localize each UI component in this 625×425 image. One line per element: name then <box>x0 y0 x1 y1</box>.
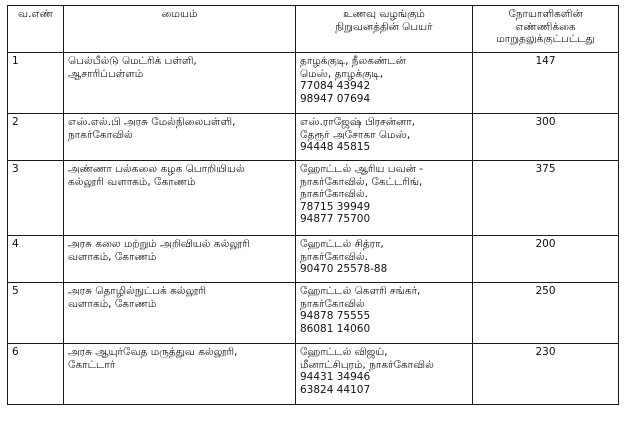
cell-patient-count: 230 <box>473 344 619 405</box>
table-row <box>8 344 619 405</box>
header-row <box>8 6 619 53</box>
cell-patient-count: 147 <box>473 53 619 114</box>
cell-patient-count: 250 <box>473 283 619 344</box>
cell-serial-number: 5 <box>8 283 64 344</box>
cell-serial-number: 4 <box>8 236 64 283</box>
cell-caterer: எஸ்.ராஜேஷ் பிரசன்னா, தேரூர் அசோகா மெஸ், 94448 45815 <box>296 114 473 161</box>
table-row <box>8 114 619 161</box>
cell-serial-number: 2 <box>8 114 64 161</box>
header-center: மையம் <box>64 6 296 53</box>
table-row <box>8 283 619 344</box>
cell-caterer: ஹோட்டல் ஆரிய பவன் - நாகர்கோவில், கேட்டரிங், நாகர்கோவில். 78715 39949 94877 75700 <box>296 161 473 236</box>
cell-center: அண்ணா பல்கலை கழக பொறியியல் கல்லூரி வளாகம், கோணம் <box>64 161 296 236</box>
header-patient-count: நோயாளிகளின் எண்ணிக்கை மாறுதலுக்குட்பட்டது <box>473 6 619 53</box>
cell-patient-count: 300 <box>473 114 619 161</box>
table-row <box>8 236 619 283</box>
cell-caterer: ஹோட்டல் சித்ரா, நாகர்கோவில். 90470 25578-88 <box>296 236 473 283</box>
cell-caterer: ஹோட்டல் கௌரி சங்கர், நாகர்கோவில் 94878 75555 86081 14060 <box>296 283 473 344</box>
cell-center: அரசு கலை மற்றும் அறிவியல் கல்லூரி வளாகம், கோணம் <box>64 236 296 283</box>
cell-center: எஸ்.எல்.பி அரசு மேல்நிலைபள்ளி, நாகர்கோவில் <box>64 114 296 161</box>
cell-serial-number: 3 <box>8 161 64 236</box>
header-serial-number: வ.எண் <box>8 6 64 53</box>
cell-center: பெல்பீல்டு மெட்ரிக் பள்ளி, ஆசாரிப்பள்ளம் <box>64 53 296 114</box>
cell-patient-count: 375 <box>473 161 619 236</box>
food-supply-table <box>7 5 619 405</box>
cell-caterer: தாழக்குடி, நீலகண்டன் மெஸ், தாழக்குடி, 77084 43942 98947 07694 <box>296 53 473 114</box>
cell-patient-count: 200 <box>473 236 619 283</box>
header-caterer: உணவு வழங்கும் நிறுவனத்தின் பெயர் <box>296 6 473 53</box>
cell-center: அரசு தொழில்நுட்பக் கல்லூரி வளாகம், கோணம் <box>64 283 296 344</box>
cell-serial-number: 1 <box>8 53 64 114</box>
table-row <box>8 53 619 114</box>
cell-center: அரசு ஆயுர்வேத மருத்துவ கல்லூரி, கோட்டார் <box>64 344 296 405</box>
cell-caterer: ஹோட்டல் விஜய், மீனாட்சிபுரம், நாகர்கோவில் 94431 34946 63824 44107 <box>296 344 473 405</box>
cell-serial-number: 6 <box>8 344 64 405</box>
table-row <box>8 161 619 236</box>
